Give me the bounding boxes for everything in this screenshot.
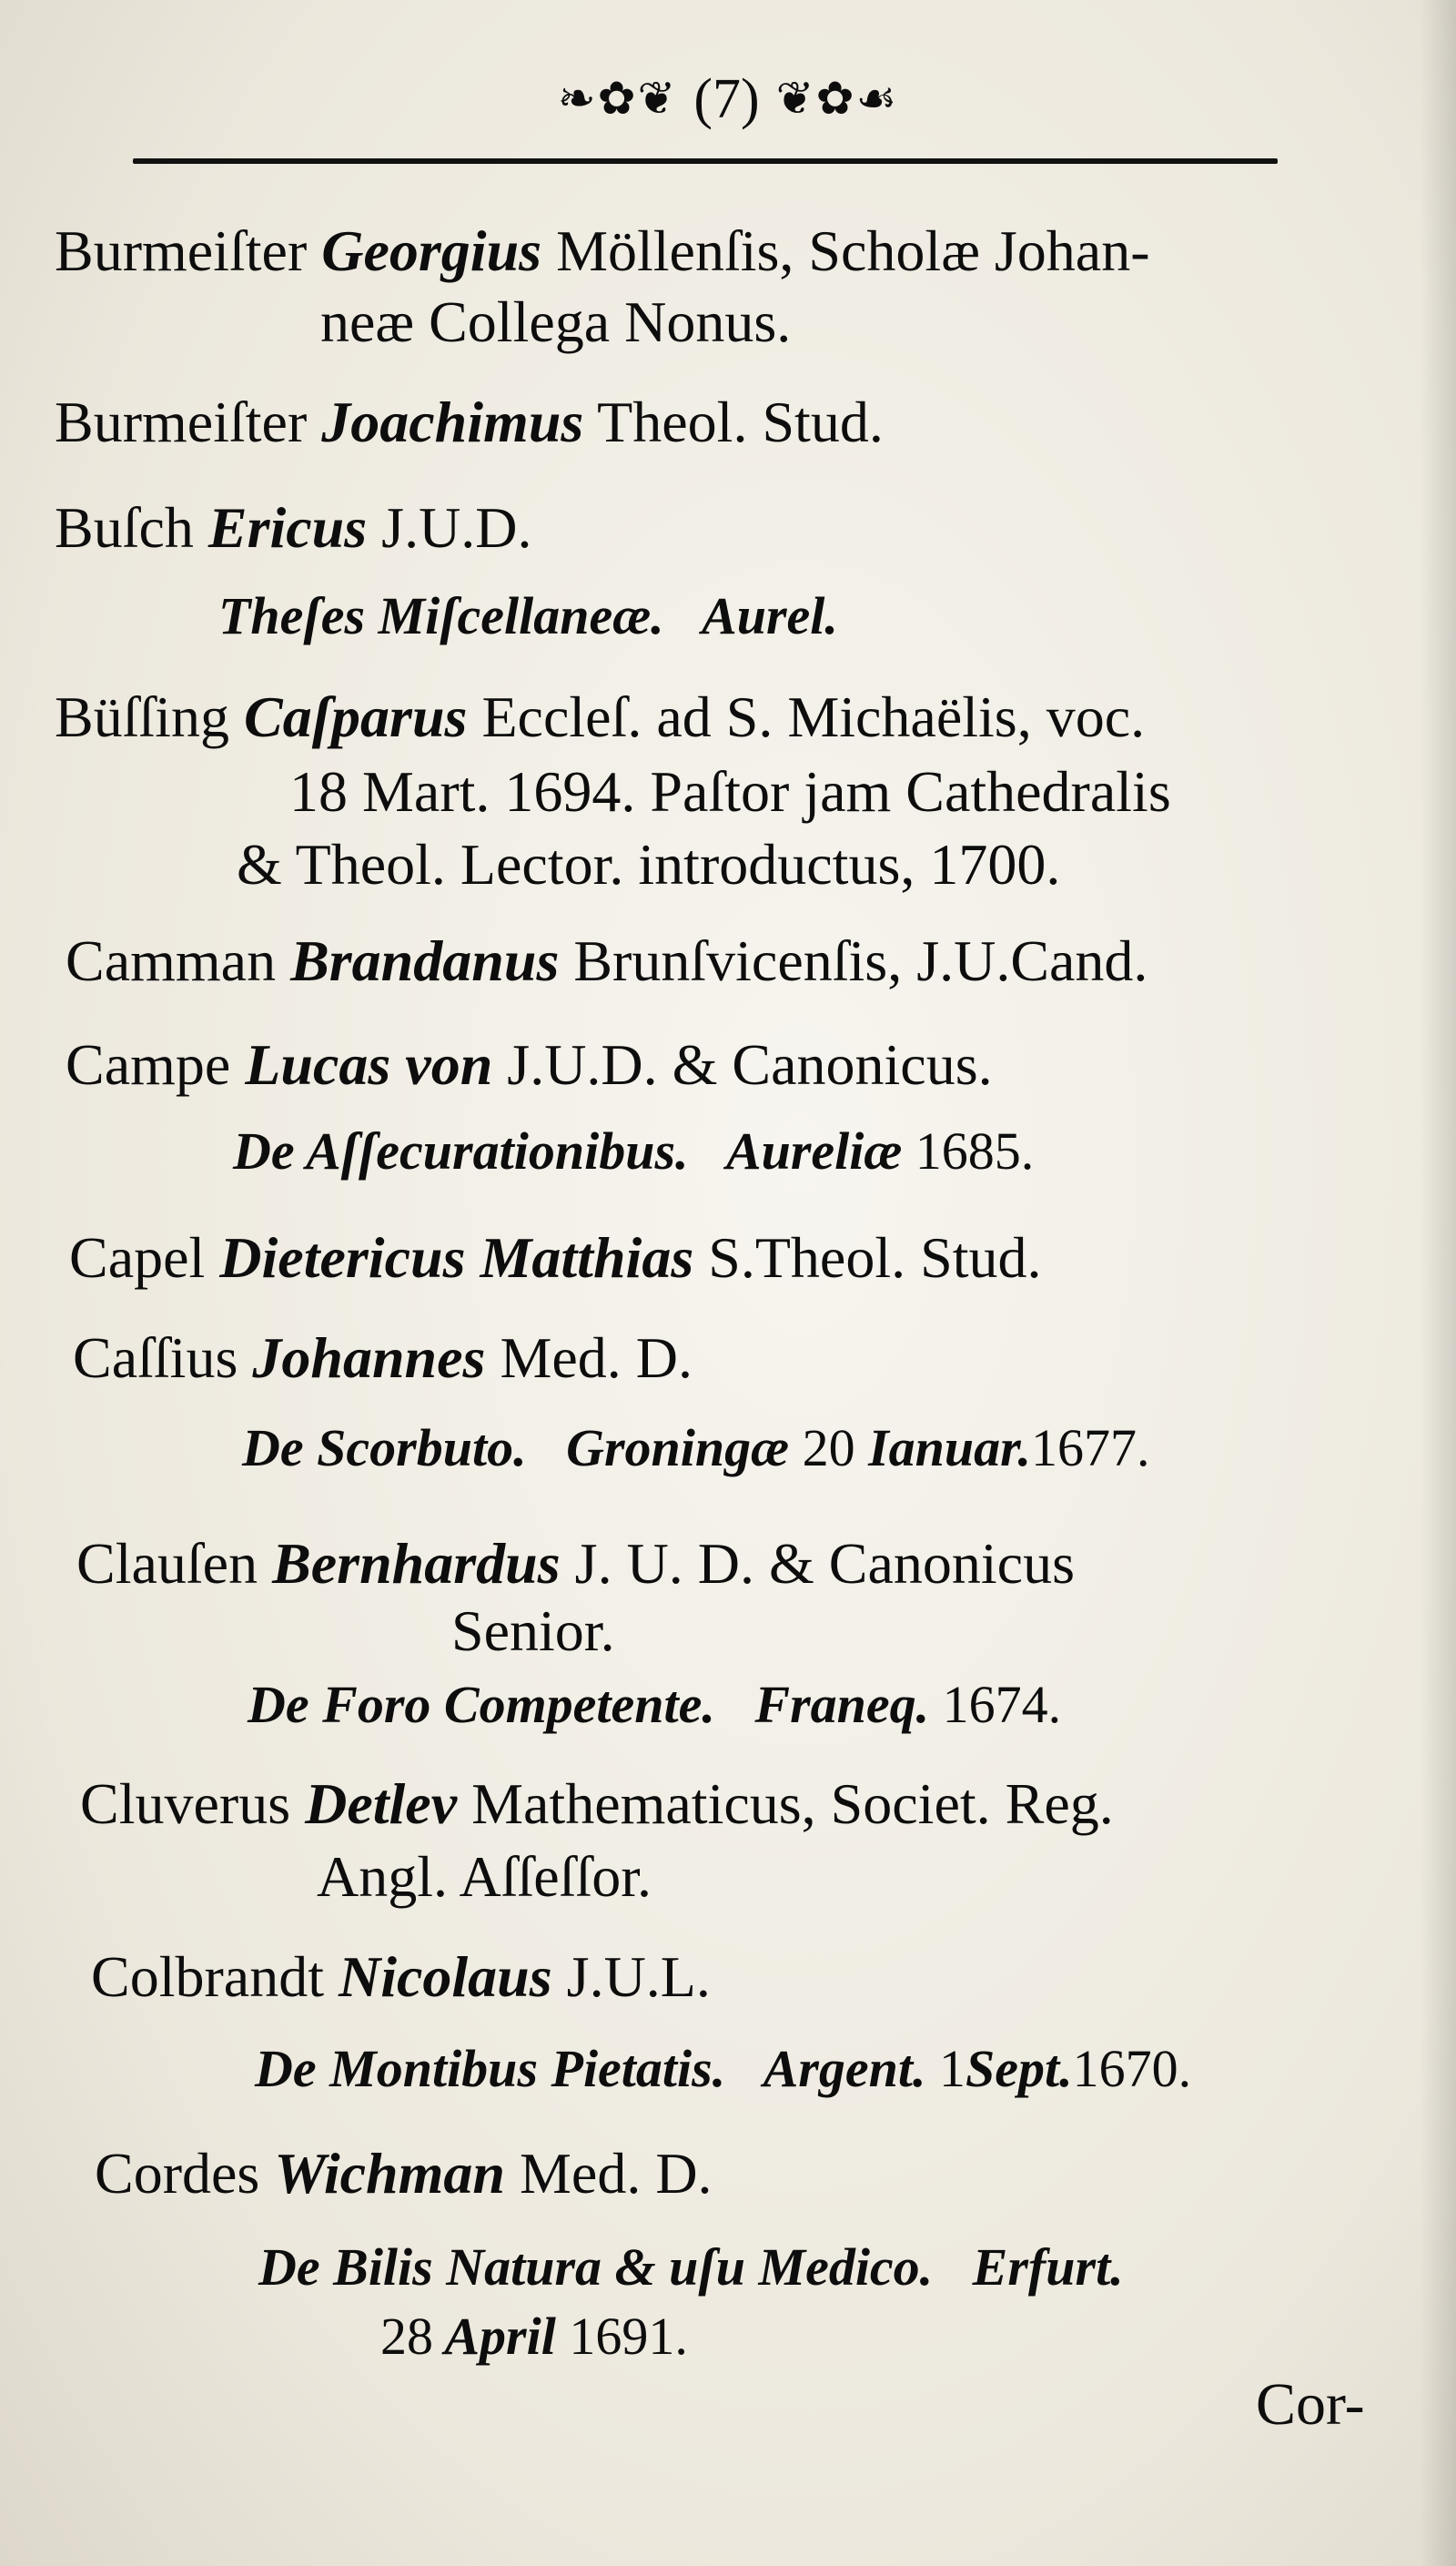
forename: Nicolaus xyxy=(338,1944,552,2009)
dissertation xyxy=(233,1121,1035,1181)
forename: Bernhardus xyxy=(272,1531,561,1596)
dissertation xyxy=(248,1675,1062,1734)
work-date: 1685. xyxy=(915,1121,1035,1181)
work-date-month: Sept. xyxy=(965,2039,1073,2098)
entry-camman xyxy=(66,928,1148,993)
entry-burmeister-georgius xyxy=(55,218,1150,283)
description: Med. D. xyxy=(500,1325,693,1390)
dissertation xyxy=(218,586,838,645)
page-header xyxy=(0,68,1456,130)
work-date-year: 1670. xyxy=(1072,2039,1192,2098)
description: Eccleſ. ad S. Michaëlis, voc. xyxy=(481,685,1146,749)
work-place: Franeq. xyxy=(754,1675,930,1734)
entry-burmeister-joachimus xyxy=(55,390,884,454)
forename: Brandanus xyxy=(290,928,560,993)
description: S.Theol. Stud. xyxy=(708,1225,1042,1290)
surname: Büſſing xyxy=(55,685,230,749)
forename: Georgius xyxy=(321,218,542,283)
work-title: De Foro Competente. xyxy=(248,1675,715,1734)
work-date: 1674. xyxy=(942,1675,1062,1734)
surname: Cordes xyxy=(95,2141,260,2206)
surname: Cluverus xyxy=(80,1771,291,1836)
entry-busch xyxy=(55,495,532,560)
forename: Lucas von xyxy=(245,1032,493,1097)
work-date-day: 20 xyxy=(802,1418,855,1477)
work-date-day: 1 xyxy=(938,2039,966,2098)
forename: Joachimus xyxy=(321,390,584,454)
work-place: Groningæ xyxy=(566,1418,790,1477)
description: Theol. Stud. xyxy=(597,390,884,454)
forename: Dietericus Matthias xyxy=(219,1225,694,1290)
surname: Buſch xyxy=(55,495,194,560)
work-title: De Aſſecurationibus. xyxy=(233,1121,689,1181)
forename: Detlev xyxy=(305,1771,458,1836)
entry-capel xyxy=(69,1225,1042,1290)
dissertation xyxy=(255,2039,1192,2098)
description: J.U.L. xyxy=(566,1944,711,2009)
surname: Burmeiſter xyxy=(55,390,308,454)
description: Brunſvicenſis, J.U.Cand. xyxy=(573,928,1148,993)
ornament-right: ❦✿☙ xyxy=(775,73,899,124)
work-place: Erfurt. xyxy=(972,2237,1124,2297)
work-date-year: 1691. xyxy=(569,2307,688,2366)
description: J.U.D. xyxy=(381,495,532,560)
work-date-day: 28 xyxy=(380,2307,433,2366)
description: J.U.D. & Canonicus. xyxy=(507,1032,993,1097)
forename: Wichman xyxy=(274,2141,505,2206)
surname: Clauſen xyxy=(76,1531,258,1596)
entry-bussing xyxy=(55,685,1146,749)
page-edge-shadow xyxy=(1420,0,1456,2566)
entry-cordes xyxy=(95,2141,713,2206)
work-date-year: 1677. xyxy=(1031,1418,1150,1477)
forename: Ericus xyxy=(207,495,368,560)
work-place: Argent. xyxy=(763,2039,926,2098)
entry-continuation: Senior. xyxy=(451,1598,615,1663)
surname: Camman xyxy=(66,928,277,993)
work-title: Theſes Miſcellaneæ. xyxy=(218,586,664,645)
entry-cassius xyxy=(73,1325,693,1390)
work-date-month: April xyxy=(444,2307,556,2366)
entry-clausen xyxy=(76,1531,1075,1596)
work-title: De Scorbuto. xyxy=(242,1418,527,1477)
work-place: Aureliæ xyxy=(725,1121,903,1181)
work-date-month: Ianuar. xyxy=(868,1418,1032,1477)
entry-cluverus xyxy=(80,1771,1114,1836)
description: J. U. D. & Canonicus xyxy=(574,1531,1075,1596)
surname: Colbrandt xyxy=(91,1944,324,2009)
surname: Capel xyxy=(69,1225,206,1290)
entry-continuation: 18 Mart. 1694. Paſtor jam Cathedralis xyxy=(289,759,1171,824)
entry-continuation: & Theol. Lector. introductus, 1700. xyxy=(237,832,1061,897)
entry-continuation: neæ Collega Nonus. xyxy=(320,289,792,354)
entry-continuation: Angl. Aſſeſſor. xyxy=(317,1844,652,1909)
dissertation xyxy=(258,2237,1124,2297)
forename: Caſparus xyxy=(244,685,468,749)
surname: Burmeiſter xyxy=(55,218,308,283)
header-rule xyxy=(133,158,1278,164)
dissertation-date xyxy=(380,2307,688,2366)
ornament-left: ❧✿❦ xyxy=(557,73,678,124)
description: Mathematicus, Societ. Reg. xyxy=(471,1771,1114,1836)
catchword: Cor- xyxy=(1256,2371,1365,2438)
work-title: De Bilis Natura & uſu Medico. xyxy=(258,2237,934,2297)
surname: Caſſius xyxy=(73,1325,238,1390)
dissertation xyxy=(242,1418,1150,1477)
description: Möllenſis, Scholæ Johan- xyxy=(556,218,1150,283)
surname: Campe xyxy=(66,1032,231,1097)
entry-campe xyxy=(66,1032,993,1097)
page-number: (7) xyxy=(693,68,760,130)
work-title: De Montibus Pietatis. xyxy=(255,2039,726,2098)
forename: Johannes xyxy=(252,1325,486,1390)
description: Med. D. xyxy=(520,2141,713,2206)
entry-colbrandt xyxy=(91,1944,711,2009)
work-place: Aurel. xyxy=(702,586,838,645)
